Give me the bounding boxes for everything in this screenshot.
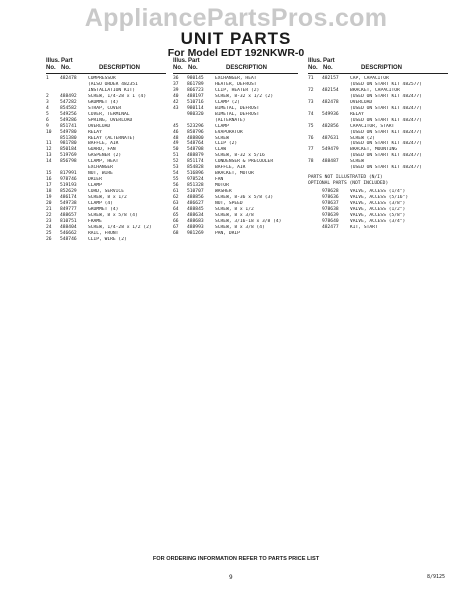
illus-number: 39 — [173, 87, 179, 93]
illus-number: 74 — [308, 111, 314, 117]
part-row — [308, 165, 448, 171]
part-number: 854582 — [60, 105, 77, 111]
illus-number: 40 — [173, 93, 179, 99]
part-description: SCREW, 8-36 x 5/8 (3) — [215, 195, 274, 201]
parts-list — [46, 76, 166, 243]
part-description: CLAW — [215, 147, 227, 153]
part-description: NUT, WIRE — [88, 171, 113, 177]
illus-number: 54 — [173, 171, 179, 177]
part-number: 810751 — [60, 218, 77, 224]
part-description: CLAMP — [215, 123, 229, 129]
illus-number: 61 — [173, 189, 179, 195]
illus-number: 4 — [46, 105, 49, 111]
illus-number: 71 — [308, 76, 314, 81]
illus-number: 73 — [308, 99, 314, 105]
illus-header: Illus. — [308, 58, 322, 64]
part-number: 549780 — [60, 129, 77, 135]
part-description: CLAMP (2) — [215, 99, 240, 105]
part-description: CAPACITOR, START — [350, 123, 395, 129]
part-description: RELAY (ALTERNATE) — [88, 135, 136, 141]
part-number: 488856 — [187, 195, 204, 201]
part-number: 856798 — [60, 159, 77, 165]
part-number: 488845 — [187, 206, 204, 212]
part-description: MOTOR — [215, 183, 229, 189]
illus-number: 56 — [173, 183, 179, 189]
part-description: (ALTERNATE) — [215, 117, 246, 123]
part-number: 851741 — [60, 123, 77, 129]
part-description: VALVE, ACCESS (1/4") — [350, 189, 406, 195]
part-description: SCREW, 8 x 5/8 (4) — [88, 212, 138, 218]
model-subtitle: For Model EDT 192NKWR-0 — [167, 47, 305, 59]
illus-number: 10 — [46, 129, 52, 135]
part-row — [173, 231, 298, 237]
part-description: VALVE, ACCESS (3/4") — [350, 218, 406, 224]
part-number: 488634 — [187, 212, 204, 218]
illus-header: Illus. — [46, 58, 60, 64]
note-not-illustrated: PARTS NOT ILLUSTRATED (N/I) — [308, 175, 383, 181]
illus-number: 66 — [173, 218, 179, 224]
no-header: No. — [308, 65, 318, 71]
part-number: 849777 — [60, 206, 77, 212]
part-number: 980320 — [187, 111, 204, 117]
illus-number: 77 — [308, 147, 314, 153]
illus-number: 62 — [173, 195, 179, 201]
illus-number: 49 — [173, 141, 179, 147]
part-number: 980145 — [187, 76, 204, 81]
part-description: SCREW, 8 x 3/8 (4) — [215, 224, 265, 230]
illus-number: 75 — [308, 123, 314, 129]
part-number: 549286 — [60, 117, 77, 123]
part-description: CLIP, HEATER (2) — [215, 87, 260, 93]
part-number: 549256 — [60, 111, 77, 117]
part-number: 978746 — [60, 177, 77, 183]
partno-header: No. — [188, 65, 198, 71]
illus-number: 1 — [46, 76, 49, 81]
illus-number: 37 — [173, 81, 179, 87]
parts-column-3 — [308, 58, 448, 231]
description-header: DESCRIPTION — [361, 65, 403, 71]
notes-block — [308, 175, 448, 187]
part-description: CONDENSER & PRECOOLER — [215, 159, 274, 165]
illus-number: 78 — [308, 159, 314, 165]
part-description: CORD, SERVICE — [88, 189, 124, 195]
illus-number: 18 — [46, 189, 52, 195]
part-number: 978524 — [187, 177, 204, 183]
part-number: 488657 — [60, 212, 77, 218]
part-number: 482154 — [322, 87, 339, 93]
part-number: 549479 — [322, 147, 339, 153]
part-description: CLIP, WIRE (2) — [88, 236, 127, 242]
part-number: 981269 — [187, 230, 204, 236]
part-description: HEATER, DEFROST — [215, 81, 257, 87]
illus-number: 46 — [173, 129, 179, 135]
page-title: UNIT PARTS — [180, 29, 292, 48]
note-optional-parts: OPTIONAL PARTS (NOT INCLUDED) — [308, 181, 389, 187]
illus-number: 3 — [46, 99, 49, 105]
part-number: 978628 — [322, 189, 339, 195]
part-description: CLIP (2) — [215, 141, 238, 147]
part-header: Part — [61, 58, 73, 64]
part-description: (USED ON START KIT 482477) — [350, 153, 422, 159]
illus-number: 25 — [46, 230, 52, 236]
illus-number: 13 — [46, 153, 52, 159]
illus-number: 14 — [46, 159, 52, 165]
illus-number: 23 — [46, 218, 52, 224]
description-header: DESCRIPTION — [226, 65, 268, 71]
part-description: SCREW, 3/16-18 x 3/8 (4) — [215, 218, 282, 224]
illus-number: 5 — [46, 111, 49, 117]
illus-number: 76 — [308, 135, 314, 141]
part-description: PAN, DRIP — [215, 230, 240, 236]
part-description: BAFFLE, AIR — [88, 141, 119, 147]
part-description: RELAY — [88, 129, 102, 135]
part-number: 488487 — [322, 159, 339, 165]
no-header: No. — [46, 65, 56, 71]
part-number: 548764 — [187, 141, 204, 147]
part-description: GASPENER (2) — [88, 153, 122, 159]
column-header — [308, 58, 448, 74]
part-number: 854828 — [187, 165, 204, 171]
part-number: 978637 — [322, 201, 339, 207]
part-description: CLAMP (4) — [88, 201, 113, 207]
part-description: CAP, CAPACITOR — [350, 76, 389, 81]
illus-number: 26 — [46, 236, 52, 242]
illus-number: 36 — [173, 76, 179, 81]
part-description: STRAP, COVER — [88, 105, 122, 111]
parts-column-2 — [173, 58, 298, 237]
part-description: OVERLOAD — [350, 99, 373, 105]
part-number: 510707 — [187, 189, 204, 195]
part-description: (USED ON START KIT 482477) — [350, 141, 422, 147]
part-number: 488879 — [187, 153, 204, 159]
illus-number: 42 — [173, 99, 179, 105]
part-number: 482856 — [322, 123, 339, 129]
part-number: 482478 — [60, 76, 77, 81]
part-number: 546662 — [60, 230, 77, 236]
part-header: Part — [188, 58, 200, 64]
column-header — [173, 58, 298, 74]
part-description: (USED ON START KIT 482577) — [350, 81, 422, 87]
illus-number: 12 — [46, 147, 52, 153]
part-description: BRACKET, MOTOR — [215, 171, 254, 177]
no-header: No. — [173, 65, 183, 71]
part-description: INSTALLATION KIT) — [88, 87, 136, 93]
part-description: BAFFLE, AIR — [215, 165, 246, 171]
part-description: SCREW, 1/4-28 x 1/2 (2) — [88, 224, 152, 230]
part-description: SCREW, 8-32 x 5/16 — [215, 153, 265, 159]
part-number: 488993 — [187, 224, 204, 230]
part-description: WASHER — [215, 189, 232, 195]
parts-list — [173, 76, 298, 237]
part-description: VALVE, ACCESS (1/2") — [350, 207, 406, 213]
part-description: COVER, TERMINAL — [88, 111, 130, 117]
part-number: 981780 — [60, 141, 77, 147]
illus-number — [308, 225, 322, 231]
part-description: (USED ON START KIT 482477) — [350, 117, 422, 123]
part-description: RAIL, FRONT — [88, 230, 119, 236]
part-description: KIT, START — [350, 224, 378, 230]
part-description: SPRING, OVERLOAD — [88, 117, 133, 123]
illus-number: 11 — [46, 141, 52, 147]
illus-number: 51 — [173, 153, 179, 159]
illus-number: 16 — [46, 177, 52, 183]
part-number: 858796 — [187, 129, 204, 135]
part-description: SCREW, 8 x 1/2 — [215, 206, 254, 212]
optional-parts-list — [308, 189, 448, 231]
part-description: EXCHANGER, HEAT — [215, 76, 257, 81]
illus-number: 63 — [173, 201, 179, 207]
part-number: 852629 — [60, 189, 77, 195]
part-number: 978640 — [322, 218, 339, 224]
part-number: 980114 — [187, 105, 204, 111]
ordering-note: FOR ORDERING INFORMATION REFER TO PARTS PRICE LIST — [152, 556, 320, 562]
illus-number: 72 — [308, 87, 314, 93]
part-description: (USED ON START KIT 482477) — [350, 93, 422, 99]
illus-number: 45 — [173, 123, 179, 129]
part-number: 488404 — [60, 224, 77, 230]
part-number: 978636 — [322, 195, 339, 201]
part-description: SCREW, 1/4-28 x 1 (4) — [88, 93, 147, 99]
document-code: 8/9125 — [427, 574, 446, 580]
part-description: (ALSO ORDER 482351 — [88, 81, 138, 87]
part-number: 850184 — [60, 147, 77, 153]
part-number: 548746 — [60, 236, 77, 242]
part-number: 486627 — [187, 201, 204, 207]
illus-header: Illus. — [173, 58, 187, 64]
part-description: BIMETAL, DEFROST — [215, 105, 260, 111]
part-number: 510716 — [187, 99, 204, 105]
part-description: (USED ON START KIT 482477) — [350, 129, 422, 135]
part-number: 482477 — [322, 224, 339, 230]
part-description: FRAME — [88, 218, 102, 224]
part-number: 482478 — [322, 99, 339, 105]
illus-number: 24 — [46, 224, 52, 230]
partno-header: No. — [323, 65, 333, 71]
part-description: FAN — [215, 177, 224, 183]
part-description: BRACKET, CAPACITOR — [350, 87, 400, 93]
illus-number: 50 — [173, 147, 179, 153]
illus-number: 21 — [46, 206, 52, 212]
part-description: VALVE, ACCESS (5/8") — [350, 212, 406, 218]
part-number: 851174 — [187, 159, 204, 165]
illus-number: 15 — [46, 171, 52, 177]
part-number: 486174 — [60, 195, 77, 201]
part-number: 548708 — [187, 147, 204, 153]
part-description: (USED ON START KIT 482477) — [350, 105, 422, 111]
part-description: GROMMET (4) — [88, 99, 119, 105]
part-description: SCREW — [350, 159, 364, 165]
illus-number: 20 — [46, 201, 52, 207]
part-number: 861789 — [187, 81, 204, 87]
part-description: DRIER — [88, 177, 102, 183]
illus-number: 64 — [173, 206, 179, 212]
part-description: BRACKET, MOUNTING — [350, 147, 398, 153]
illus-number: 68 — [173, 230, 179, 236]
part-description: GUARD, FAN — [88, 147, 116, 153]
part-description: NUT, SPEED — [215, 201, 243, 207]
part-description: RELAY — [350, 111, 364, 117]
part-description: OVERLOAD — [88, 123, 111, 129]
part-description: SCREW, 8 x 1/2 — [88, 195, 127, 201]
part-number: 487631 — [322, 135, 339, 141]
part-description: SCREW, 8 x 3/8 — [215, 212, 254, 218]
parts-column-1 — [46, 58, 166, 243]
part-description: (USED ON START KIT 482477) — [350, 165, 422, 171]
part-number: 851380 — [60, 135, 77, 141]
illus-number: 67 — [173, 224, 179, 230]
illus-number: 48 — [173, 135, 179, 141]
illus-number: 19 — [46, 195, 52, 201]
part-row — [308, 225, 448, 231]
part-description: EVAPORATOR — [215, 129, 243, 135]
part-number: 817991 — [60, 171, 77, 177]
parts-list — [308, 76, 448, 171]
column-header — [46, 58, 166, 74]
illus-number: 22 — [46, 212, 52, 218]
illus-number: 53 — [173, 165, 179, 171]
part-number: 519193 — [60, 183, 77, 189]
part-description: SCREW (2) — [350, 135, 375, 141]
illus-number: 52 — [173, 159, 179, 165]
part-description: GROMMET (4) — [88, 206, 119, 212]
description-header: DESCRIPTION — [99, 65, 141, 71]
part-number: 488800 — [187, 135, 204, 141]
part-number: 519769 — [60, 153, 77, 159]
illus-number: 17 — [46, 183, 52, 189]
part-description: SCREW, 8-32 x 1/2 (2) — [215, 93, 274, 99]
part-number: 523296 — [187, 123, 204, 129]
part-row — [46, 237, 166, 243]
illus-number: 65 — [173, 212, 179, 218]
part-number: 547282 — [60, 99, 77, 105]
part-header: Part — [323, 58, 335, 64]
illus-number: 9 — [46, 123, 49, 129]
part-number: 488492 — [60, 93, 77, 99]
part-number: 866723 — [187, 87, 204, 93]
illus-number — [308, 165, 322, 171]
part-number: 488197 — [187, 93, 204, 99]
part-number: 516896 — [187, 171, 204, 177]
illus-number: 6 — [46, 117, 49, 123]
part-description: CLAMP — [88, 183, 102, 189]
page-number: 9 — [229, 574, 233, 581]
part-description: VALVE, ACCESS (5/16") — [350, 195, 409, 201]
part-number: 978639 — [322, 212, 339, 218]
part-description: EXCHANGER — [88, 165, 113, 171]
part-number: 488683 — [187, 218, 204, 224]
part-description: CLAMP, HEAT — [88, 159, 119, 165]
part-description: VALVE, ACCESS (3/8") — [350, 201, 406, 207]
part-number: 851328 — [187, 183, 204, 189]
part-number: 482157 — [322, 76, 339, 81]
part-description: BIMETAL, DEFROST — [215, 111, 260, 117]
part-number: 978638 — [322, 207, 339, 213]
part-number — [322, 165, 350, 171]
illus-number: 55 — [173, 177, 179, 183]
illus-number: 2 — [46, 93, 49, 99]
part-description: SCREW — [215, 135, 229, 141]
part-number: 549738 — [60, 201, 77, 207]
part-description: COMPRESSOR — [88, 76, 116, 81]
partno-header: No. — [61, 65, 71, 71]
illus-number: 43 — [173, 105, 179, 111]
part-number: 549936 — [322, 111, 339, 117]
watermark-text: AppliancePartsPros.com — [84, 4, 388, 32]
